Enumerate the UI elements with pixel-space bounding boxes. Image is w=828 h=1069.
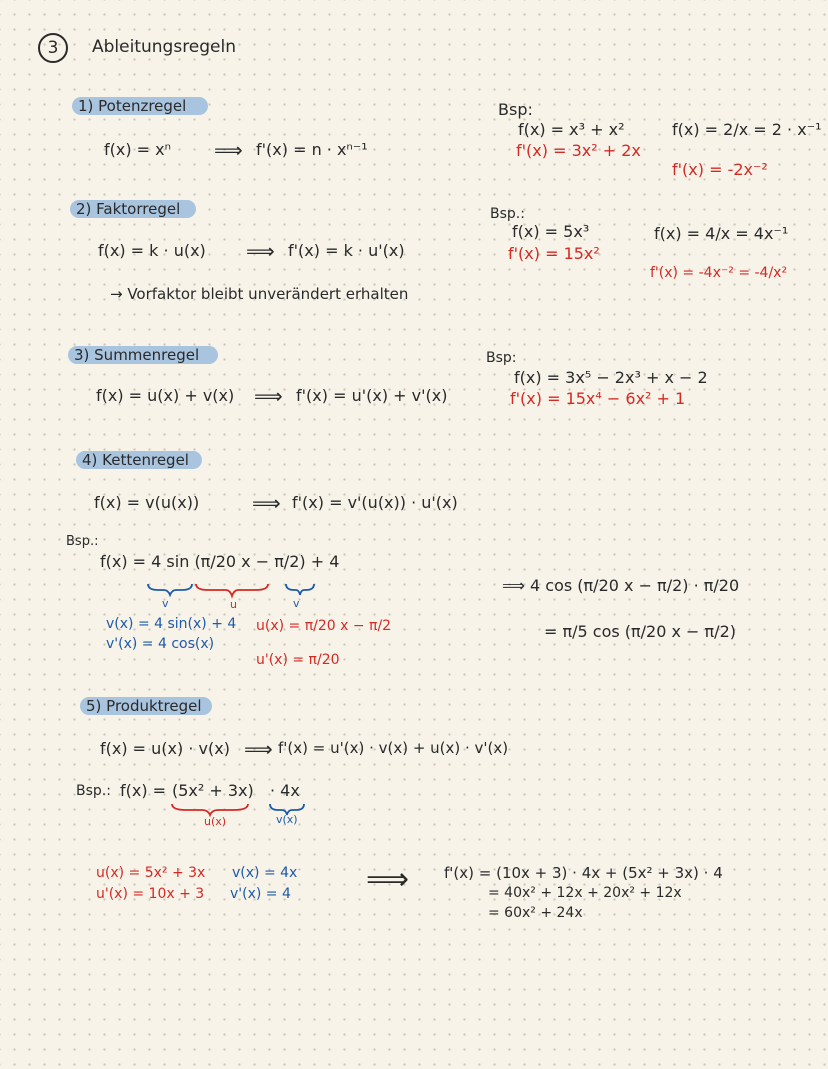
rule2-ex2-f: f(x) = 4/x = 4x⁻¹ <box>654 224 789 243</box>
rule5-dv-def: v'(x) = 4 <box>230 886 291 902</box>
rule3-ex-f: f(x) = 3x⁵ − 2x³ + x − 2 <box>514 368 708 387</box>
rule2-result: f'(x) = k · u'(x) <box>288 241 405 260</box>
rule5-v-def: v(x) = 4x <box>232 865 298 881</box>
rule4-u-def: u(x) = π/20 x − π/2 <box>256 618 392 634</box>
rule5-res2: = 40x² + 12x + 20x² + 12x <box>488 885 682 901</box>
rule2-bsp-label: Bsp.: <box>490 206 525 222</box>
rule4-v-def: v(x) = 4 sin(x) + 4 <box>106 616 237 632</box>
rule5-bsp-label: Bsp.: <box>76 783 111 799</box>
rule5-heading: 5) Produktregel <box>86 697 202 715</box>
rule5-result: f'(x) = u'(x) · v(x) + u(x) · v'(x) <box>278 739 509 757</box>
rule4-dv-def: v'(x) = 4 cos(x) <box>106 636 215 652</box>
rule1-ex2-f: f(x) = 2/x = 2 · x⁻¹ <box>672 120 822 139</box>
section-number: 3 <box>38 33 68 63</box>
rule5-formula: f(x) = u(x) · v(x) <box>100 739 230 758</box>
rule2-ex2-df: f'(x) = -4x⁻² = -4/x² <box>650 265 788 281</box>
rule1-arrow: ⟹ <box>214 138 243 162</box>
rule2-heading: 2) Faktorregel <box>76 200 181 218</box>
rule5-res3: = 60x² + 24x <box>488 905 583 921</box>
rule5-arrow: ⟹ <box>244 737 273 761</box>
rule5-res1: f'(x) = (10x + 3) · 4x + (5x² + 3x) · 4 <box>444 864 723 882</box>
rule1-ex1-f: f(x) = x³ + x² <box>518 120 625 139</box>
rule5-ex-f-prefix: f(x) = <box>120 781 167 800</box>
rule2-ex1-df: f'(x) = 15x² <box>508 244 600 263</box>
rule5-u-label: u(x) <box>204 815 227 828</box>
rule2-formula: f(x) = k · u(x) <box>98 241 206 260</box>
rule4-formula: f(x) = v(u(x)) <box>94 493 200 512</box>
rule5-u-def: u(x) = 5x² + 3x <box>96 865 206 881</box>
rule3-result: f'(x) = u'(x) + v'(x) <box>296 386 448 405</box>
rule1-bsp-label: Bsp: <box>498 100 533 119</box>
page-title: Ableitungsregeln <box>92 37 237 57</box>
rule4-res1: ⟹ 4 cos (π/20 x − π/2) · π/20 <box>502 576 740 595</box>
rule3-arrow: ⟹ <box>254 384 283 408</box>
brace-u-label: u <box>230 598 237 611</box>
rule3-ex-df: f'(x) = 15x⁴ − 6x² + 1 <box>510 389 686 408</box>
rule4-result: f'(x) = v'(u(x)) · u'(x) <box>292 493 458 512</box>
rule5-braces <box>0 800 828 830</box>
rule2-note: → Vorfaktor bleibt unverändert erhalten <box>110 285 409 303</box>
rule5-ex-u: (5x² + 3x) <box>172 781 254 800</box>
brace-v2-label: v <box>293 597 300 610</box>
rule3-heading: 3) Summenregel <box>74 346 200 364</box>
rule5-ex-v: · 4x <box>270 781 300 800</box>
rule1-heading: 1) Potenzregel <box>78 97 187 115</box>
rule4-du-def: u'(x) = π/20 <box>256 652 340 668</box>
rule3-formula: f(x) = u(x) + v(x) <box>96 386 235 405</box>
rule4-ex-f: f(x) = 4 sin (π/20 x − π/2) + 4 <box>100 552 340 571</box>
rule1-ex2-df: f'(x) = -2x⁻² <box>672 160 768 179</box>
rule4-arrow: ⟹ <box>252 491 281 515</box>
rule5-v-label: v(x) <box>276 813 298 826</box>
rule5-big-arrow: ⟹ <box>366 862 410 897</box>
rule2-arrow: ⟹ <box>246 239 275 263</box>
rule1-ex1-df: f'(x) = 3x² + 2x <box>516 141 641 160</box>
rule4-heading: 4) Kettenregel <box>82 451 189 469</box>
rule4-res2: = π/5 cos (π/20 x − π/2) <box>544 622 736 641</box>
rule1-result: f'(x) = n · xⁿ⁻¹ <box>256 140 368 159</box>
brace-v1-label: v <box>162 597 169 610</box>
rule5-du-def: u'(x) = 10x + 3 <box>96 886 205 902</box>
rule1-formula: f(x) = xⁿ <box>104 140 172 159</box>
rule3-bsp-label: Bsp: <box>486 350 517 366</box>
rule2-ex1-f: f(x) = 5x³ <box>512 222 590 241</box>
rule4-bsp-label: Bsp.: <box>66 534 99 549</box>
